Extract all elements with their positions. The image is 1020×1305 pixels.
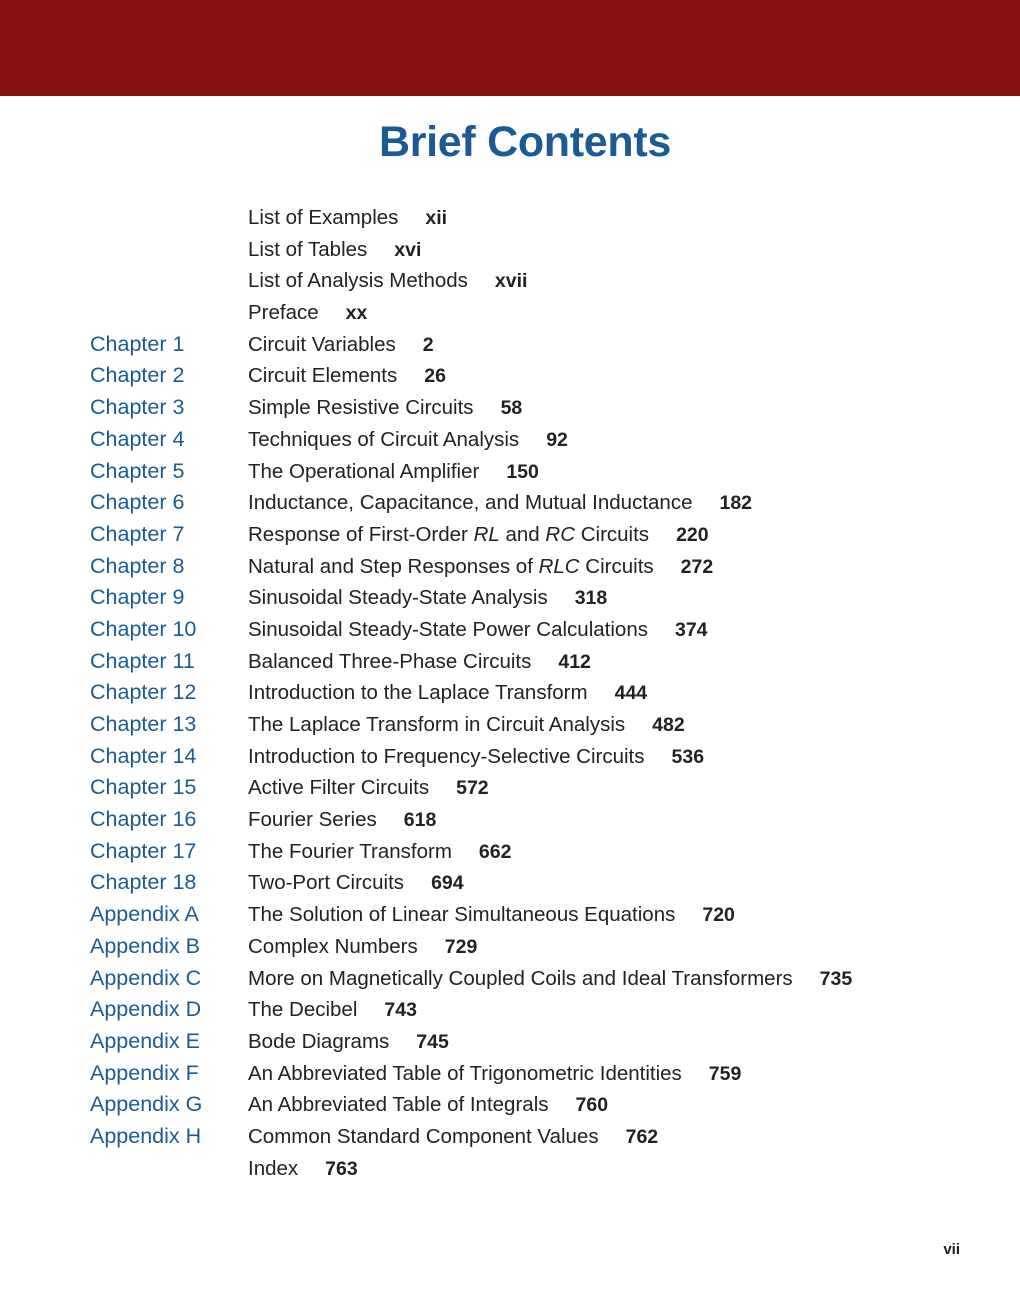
- toc-title-segment: An Abbreviated Table of Trigonometric Identities: [248, 1061, 682, 1085]
- toc-entry-label: Chapter 3: [90, 395, 185, 420]
- toc-entry: [0, 709, 1020, 741]
- toc-entry-title: [248, 329, 434, 362]
- toc-entry-title: [248, 867, 464, 900]
- toc-entry-title: [248, 836, 511, 869]
- toc-title-segment: and: [499, 522, 546, 546]
- toc-entry-title: [248, 424, 568, 457]
- toc-entry-page-number: 735: [819, 967, 853, 990]
- toc-entry: [0, 899, 1020, 931]
- toc-entry: [0, 1153, 1020, 1185]
- toc-entry-label: Chapter 12: [90, 680, 197, 705]
- toc-entry-title: [248, 1026, 449, 1059]
- toc-entry: [0, 297, 1020, 329]
- toc-entry-title: [248, 772, 489, 805]
- toc-entry-label: Chapter 17: [90, 838, 197, 863]
- toc-title-segment: The Operational Amplifier: [248, 459, 480, 483]
- toc-entry-page-number: 26: [424, 365, 446, 388]
- toc-entry-page-number: 572: [456, 777, 489, 800]
- toc-title-segment: Sinusoidal Steady-State Power Calculations: [248, 617, 648, 641]
- toc-entry-page-number: 694: [431, 872, 464, 895]
- toc-title-segment: List of Examples: [248, 206, 399, 229]
- toc-entry-label: Chapter 8: [90, 553, 185, 578]
- toc-entry-label: Chapter 9: [90, 585, 185, 610]
- toc-entry-page-number: 182: [719, 492, 753, 515]
- toc-entry-label: Chapter 2: [90, 363, 185, 388]
- toc-entry: [0, 1089, 1020, 1121]
- toc-entry-page-number: 762: [625, 1125, 659, 1148]
- toc-entry: [0, 360, 1020, 392]
- toc-entry: [0, 741, 1020, 773]
- toc-entry: [0, 392, 1020, 424]
- toc-entry-page-number: 92: [546, 428, 568, 451]
- toc-entry-label: Appendix C: [90, 965, 202, 990]
- toc-entry-page-number: xvi: [394, 238, 422, 261]
- toc-entry-title: [248, 677, 647, 710]
- toc-title-segment: Circuits: [579, 554, 654, 578]
- toc-entry: [0, 456, 1020, 488]
- toc-entry-page-number: xx: [345, 302, 368, 325]
- toc-entry-page-number: 536: [671, 745, 705, 768]
- toc-entry-page-number: 720: [702, 904, 735, 927]
- toc-entry-label: Appendix F: [90, 1060, 199, 1085]
- toc-title-segment: The Fourier Transform: [248, 839, 452, 863]
- toc-entry-page-number: 272: [680, 555, 714, 578]
- toc-entry-page-number: 150: [506, 460, 539, 483]
- toc-entry-label: Chapter 6: [90, 490, 185, 515]
- toc-title-segment: Bode Diagrams: [248, 1029, 390, 1053]
- toc-entry-page-number: 2: [422, 333, 434, 356]
- toc-entry-label: Chapter 18: [90, 870, 197, 895]
- toc-entry-page-number: 763: [325, 1157, 358, 1180]
- toc-entry-title: [248, 646, 591, 679]
- page-title: Brief Contents: [378, 118, 672, 166]
- toc-title-italic-segment: RLC: [538, 554, 580, 578]
- toc-entry-title: [248, 202, 447, 235]
- toc-entry-title: [248, 1089, 608, 1122]
- toc-entry-title: [248, 392, 522, 425]
- toc-title-segment: Index: [248, 1156, 299, 1180]
- toc-entry: [0, 265, 1020, 297]
- toc-entry: [0, 994, 1020, 1026]
- toc-entry-title: [248, 899, 735, 932]
- toc-entry-title: [248, 994, 417, 1027]
- toc-entry-page-number: 662: [478, 840, 512, 863]
- toc-title-segment: An Abbreviated Table of Integrals: [248, 1093, 549, 1117]
- toc-entry: [0, 677, 1020, 709]
- toc-entry-label: Chapter 5: [90, 458, 185, 483]
- toc-entry-page-number: 729: [444, 935, 478, 958]
- toc-title-segment: Introduction to Frequency-Selective Circuits: [248, 744, 645, 768]
- toc-entry: [0, 1121, 1020, 1153]
- toc-entry-title: [248, 931, 477, 964]
- toc-title-segment: Active Filter Circuits: [248, 776, 430, 800]
- toc-title-segment: The Solution of Linear Simultaneous Equations: [248, 903, 676, 927]
- toc-entry: [0, 582, 1020, 614]
- toc-entry: [0, 614, 1020, 646]
- toc-title-segment: List of Tables: [248, 237, 368, 261]
- toc-entry: [0, 1058, 1020, 1090]
- toc-entry: [0, 963, 1020, 995]
- toc-entry-page-number: 745: [416, 1030, 449, 1053]
- toc-title-segment: Circuits: [575, 522, 650, 546]
- toc-entry: [0, 646, 1020, 678]
- toc-entry-label: Chapter 1: [90, 331, 185, 356]
- toc-entry-page-number: 220: [676, 523, 709, 546]
- toc-entry-label: Chapter 16: [90, 807, 197, 832]
- toc-entry-label: Chapter 11: [90, 648, 195, 673]
- toc-title-segment: List of Analysis Methods: [248, 269, 468, 293]
- toc-entry: [0, 551, 1020, 583]
- toc-title-segment: The Decibel: [248, 998, 358, 1022]
- toc-entry: [0, 772, 1020, 804]
- toc-entry: [0, 234, 1020, 266]
- toc-entry-label: Chapter 13: [90, 712, 197, 736]
- toc-entry-page-number: xvii: [494, 270, 528, 293]
- toc-entry: [0, 804, 1020, 836]
- toc-entry-title: [248, 1153, 358, 1186]
- toc-entry-title: [248, 1121, 658, 1154]
- toc-title-segment: Balanced Three-Phase Circuits: [248, 649, 532, 673]
- toc-entry-title: [248, 804, 436, 837]
- contents-list: [0, 202, 1020, 1184]
- toc-entry: [0, 867, 1020, 899]
- toc-entry-title: [248, 582, 607, 615]
- toc-title-segment: Inductance, Capacitance, and Mutual Inductance: [248, 491, 693, 515]
- toc-entry: [0, 1026, 1020, 1058]
- toc-entry-page-number: 412: [558, 650, 591, 673]
- toc-title-segment: Two-Port Circuits: [248, 871, 405, 895]
- toc-entry-label: Appendix G: [90, 1092, 203, 1117]
- toc-title-segment: Complex Numbers: [248, 934, 418, 958]
- toc-entry-title: [248, 741, 704, 774]
- toc-title-segment: Circuit Variables: [248, 332, 396, 356]
- toc-entry-page-number: xii: [425, 207, 448, 229]
- toc-entry-title: [248, 297, 367, 330]
- toc-title-segment: Techniques of Circuit Analysis: [248, 427, 520, 451]
- toc-entry-label: Appendix H: [90, 1123, 202, 1148]
- toc-title-segment: Circuit Elements: [248, 364, 398, 388]
- toc-entry-title: [248, 234, 421, 267]
- toc-entry: [0, 202, 1020, 234]
- toc-title-italic-segment: RC: [545, 522, 576, 546]
- toc-entry-page-number: 618: [403, 809, 437, 832]
- toc-entry-label: Chapter 7: [90, 521, 185, 546]
- toc-title-segment: Response of First-Order: [248, 522, 474, 546]
- toc-entry: [0, 424, 1020, 456]
- toc-entry-title: [248, 265, 527, 298]
- toc-entry-page-number: 318: [574, 587, 608, 610]
- toc-entry-page-number: 759: [708, 1062, 742, 1085]
- toc-title-segment: Common Standard Component Values: [248, 1124, 599, 1148]
- toc-entry-label: Appendix A: [90, 902, 199, 927]
- toc-title-segment: Simple Resistive Circuits: [248, 396, 474, 420]
- toc-entry-title: [248, 487, 752, 520]
- toc-entry-page-number: 444: [614, 682, 648, 705]
- toc-entry-label: Chapter 4: [90, 426, 185, 451]
- toc-entry-label: Chapter 10: [90, 616, 197, 641]
- folio-page-number: vii: [943, 1241, 960, 1258]
- header-color-band: [0, 0, 1020, 96]
- toc-entry-label: Appendix B: [90, 933, 200, 958]
- toc-entry: [0, 519, 1020, 551]
- toc-entry-title: [248, 456, 539, 489]
- toc-entry-label: Appendix D: [90, 997, 202, 1022]
- toc-entry-page-number: 374: [674, 618, 708, 641]
- toc-title-italic-segment: RL: [473, 522, 500, 546]
- toc-title-segment: Introduction to the Laplace Transform: [248, 681, 588, 705]
- toc-title-segment: Fourier Series: [248, 808, 377, 832]
- toc-entry-title: [248, 963, 852, 996]
- toc-title-segment: The Laplace Transform in Circuit Analysis: [248, 713, 626, 736]
- toc-title-segment: More on Magnetically Coupled Coils and Ideal Transformers: [248, 966, 793, 990]
- toc-entry-page-number: 482: [652, 714, 685, 736]
- toc-entry-label: Chapter 15: [90, 775, 197, 800]
- toc-entry-title: [248, 519, 709, 552]
- toc-entry-title: [248, 360, 446, 393]
- toc-entry: [0, 487, 1020, 519]
- toc-entry: [0, 931, 1020, 963]
- toc-entry-page-number: 760: [575, 1094, 609, 1117]
- toc-entry-page-number: 58: [500, 397, 523, 420]
- toc-entry: [0, 836, 1020, 868]
- toc-entry-title: [248, 1058, 741, 1091]
- toc-entry-title: [248, 614, 708, 647]
- toc-title-segment: Preface: [248, 301, 319, 325]
- toc-title-segment: Sinusoidal Steady-State Analysis: [248, 586, 548, 610]
- toc-entry-page-number: 743: [384, 999, 417, 1022]
- toc-entry-title: [248, 551, 713, 584]
- toc-entry: [0, 329, 1020, 361]
- toc-entry-title: [248, 709, 685, 742]
- toc-entry-label: Appendix E: [90, 1028, 200, 1053]
- toc-title-segment: Natural and Step Responses of: [248, 554, 539, 578]
- toc-entry-label: Chapter 14: [90, 743, 197, 768]
